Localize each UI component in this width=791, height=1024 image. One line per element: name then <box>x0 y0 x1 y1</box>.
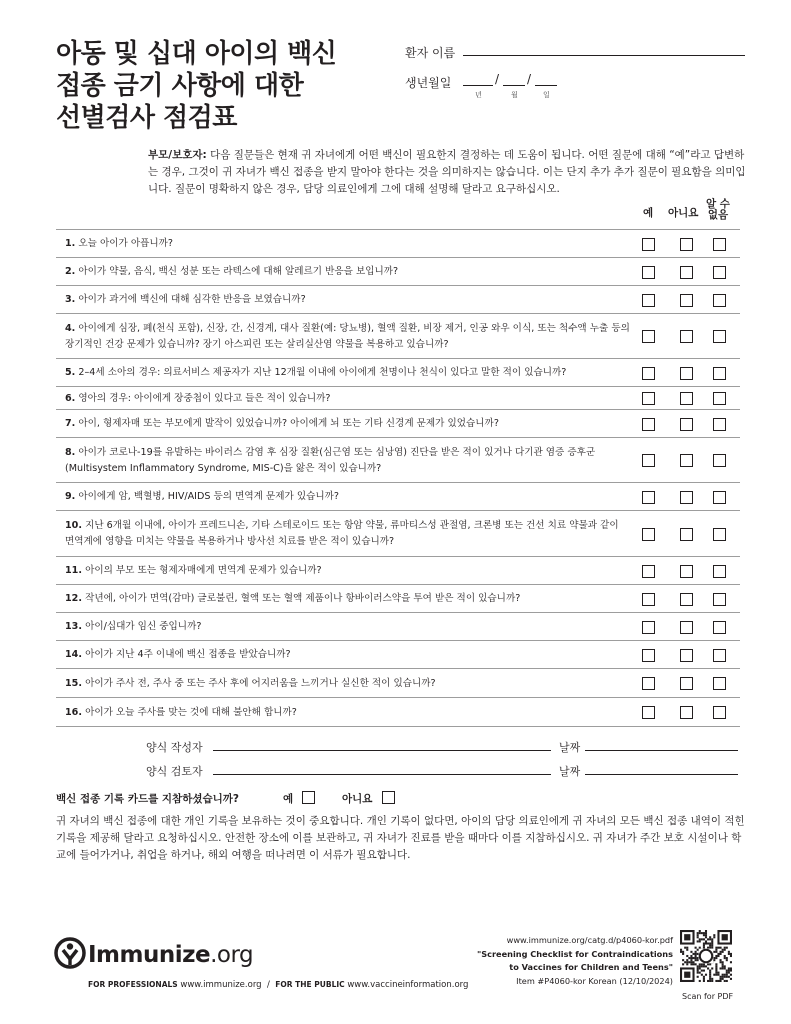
checkbox-yes[interactable] <box>642 418 655 431</box>
question-number: 13. <box>65 621 82 632</box>
dob-year-unit: 년 <box>475 91 482 99</box>
immunize-logo-icon <box>54 937 86 969</box>
dob-day-unit: 일 <box>543 91 550 99</box>
checkbox-yes[interactable] <box>642 593 655 606</box>
cite-title-2: to Vaccines for Children and Teens" <box>509 962 673 972</box>
page-title <box>56 38 386 134</box>
record-card-yes-checkbox[interactable] <box>302 791 315 804</box>
question-text <box>65 365 630 381</box>
checkbox-unknown[interactable] <box>713 454 726 467</box>
column-yes: 예 <box>643 207 654 219</box>
public-label: FOR THE PUBLIC <box>275 980 345 989</box>
question-text <box>65 563 630 579</box>
question-number: 6. <box>65 393 76 404</box>
question-label: 2–4세 소아의 경우: 의료서비스 제공자가 지난 12개월 이내에 아이에게 천명이나 천식이 있다고 말한 적이 있습니까? <box>78 367 567 378</box>
reviewed-by-label: 양식 검토자 <box>146 765 203 778</box>
checkbox-no[interactable] <box>680 454 693 467</box>
checkbox-yes[interactable] <box>642 649 655 662</box>
question-text <box>65 292 630 308</box>
question-row <box>56 613 740 641</box>
checkbox-yes[interactable] <box>642 367 655 380</box>
checkbox-no[interactable] <box>680 677 693 690</box>
checkbox-yes[interactable] <box>642 238 655 251</box>
column-unknown <box>706 199 730 221</box>
logo-suffix: .org <box>210 942 254 968</box>
question-row <box>56 669 740 698</box>
question-row <box>56 585 740 613</box>
public-link[interactable]: www.vaccineinformation.org <box>347 980 469 990</box>
checkbox-unknown[interactable] <box>713 706 726 719</box>
title-line-1: 아동 및 십대 아이의 백신 <box>56 39 337 69</box>
record-card-question: 백신 접종 기록 카드를 지참하셨습니까? <box>56 793 240 805</box>
question-text <box>65 676 630 692</box>
checkbox-unknown[interactable] <box>713 418 726 431</box>
qr-code-icon[interactable] <box>680 930 732 982</box>
checkbox-unknown[interactable] <box>713 238 726 251</box>
column-no: 아니요 <box>668 207 699 219</box>
checkbox-no[interactable] <box>680 491 693 504</box>
question-text <box>65 619 630 635</box>
question-label: 아이가 코로나-19를 유발하는 바이러스 감염 후 심장 질환(심근염 또는 심낭염) 진단을 받은 적이 있거나 다기관 염증 증후군(Multisystem Inflammatory Syndrome, MIS-C)을 앓은 적이 있습니까? <box>65 447 596 474</box>
question-row <box>56 641 740 669</box>
question-number: 8. <box>65 447 76 458</box>
scan-for-pdf-label: Scan for PDF <box>682 992 734 1001</box>
question-table <box>56 229 740 727</box>
cite-title-1: "Screening Checklist for Contraindications <box>476 948 673 959</box>
checkbox-unknown[interactable] <box>713 392 726 405</box>
question-row <box>56 359 740 387</box>
footer-links <box>88 980 468 990</box>
checkbox-no[interactable] <box>680 706 693 719</box>
question-text <box>65 321 630 353</box>
question-text <box>65 489 630 505</box>
dob-year-line[interactable] <box>463 85 493 86</box>
checkbox-unknown[interactable] <box>713 593 726 606</box>
dob-month-unit: 월 <box>511 91 518 99</box>
question-number: 4. <box>65 323 76 334</box>
question-label: 아이가 과거에 백신에 대해 심각한 반응을 보였습니까? <box>78 294 306 305</box>
question-label: 아이가 지난 4주 이내에 백신 접종을 받았습니까? <box>85 649 291 660</box>
dob-month-line[interactable] <box>503 85 525 86</box>
patient-info <box>405 44 745 104</box>
record-card-paragraph: 귀 자녀의 백신 접종에 대한 개인 기록을 보유하는 것이 중요합니다. 개인 기록이 없다면, 아이의 담당 의료인에게 귀 자녀의 모든 백신 접종 내역이 적힌 기록을 제공해 달라고 요청하십시오. 안전한 장소에 이를 보관하고, 귀 자녀가 진료를 받을 때마다 이를 지참하십시오. 귀 자녀가 주간 보호 시설이나 학교에 들어가거나, 취업을 하거나, 해외 여행을 떠나려면 이 서류가 필요합니다. <box>56 815 745 861</box>
question-number: 1. <box>65 238 76 249</box>
question-label: 아이/십대가 임신 중입니까? <box>85 621 202 632</box>
checkbox-no[interactable] <box>680 565 693 578</box>
question-label: 아이가 오늘 주사를 맞는 것에 대해 불안해 합니까? <box>85 707 297 718</box>
checkbox-no[interactable] <box>680 621 693 634</box>
question-text <box>65 591 630 607</box>
question-number: 3. <box>65 294 76 305</box>
question-text <box>65 391 630 407</box>
question-label: 아이에게 심장, 폐(천식 포함), 신장, 간, 신경계, 대사 질환(예: 당뇨병), 혈액 질환, 비장 제거, 인공 와우 이식, 또는 척수액 누출 등의 장기적인 건강 문제가 있습니까? 장기 아스피린 또는 살리실산염 약물을 복용하고 있습니까? <box>65 323 630 350</box>
checkbox-yes[interactable] <box>642 330 655 343</box>
date-label-1: 날짜 <box>559 741 581 754</box>
question-label: 아이에게 암, 백혈병, HIV/AIDS 등의 면역계 문제가 있습니까? <box>78 491 339 502</box>
cite-item: Item #P4060-kor Korean (12/10/2024) <box>516 975 673 986</box>
question-row <box>56 286 740 314</box>
question-label: 오늘 아이가 아픕니까? <box>78 238 173 249</box>
question-row <box>56 387 740 410</box>
checkbox-yes[interactable] <box>642 677 655 690</box>
completed-by-field[interactable] <box>213 750 551 751</box>
question-label: 작년에, 아이가 면역(감마) 글로불린, 혈액 또는 혈액 제품이나 항바이러스약을 투여 받은 적이 있습니까? <box>85 593 521 604</box>
column-unknown-line-1: 알 수 <box>706 198 730 210</box>
question-row <box>56 410 740 438</box>
completed-by-label: 양식 작성자 <box>146 741 203 754</box>
checkbox-no[interactable] <box>680 367 693 380</box>
question-text <box>65 445 630 477</box>
cite-url[interactable]: www.immunize.org/catg.d/p4060-kor.pdf <box>506 935 673 945</box>
footer-separator: / <box>266 980 270 990</box>
checkbox-yes[interactable] <box>642 454 655 467</box>
question-row <box>56 438 740 483</box>
question-label: 아이의 부모 또는 형제자매에게 면역계 문제가 있습니까? <box>85 565 322 576</box>
question-label: 아이가 약물, 음식, 백신 성분 또는 라텍스에 대해 알레르기 반응을 보입니까? <box>78 266 399 277</box>
checkbox-no[interactable] <box>680 649 693 662</box>
title-line-3: 선별검사 점검표 <box>56 103 237 133</box>
question-text <box>65 264 630 280</box>
question-row <box>56 698 740 727</box>
question-number: 5. <box>65 367 76 378</box>
patient-name-field[interactable] <box>463 55 745 56</box>
dob-field[interactable]: / / 년 월 일 <box>463 74 573 98</box>
question-text <box>65 236 630 252</box>
checkbox-no[interactable] <box>680 238 693 251</box>
intro-paragraph <box>148 147 748 198</box>
intro-text: 다음 질문들은 현재 귀 자녀에게 어떤 백신이 필요한지 결정하는 데 도움이 됩니다. 어떤 질문에 대해 “예”라고 답변하는 경우, 그것이 귀 자녀가 백신 접종을 받지 말아야 한다는 것을 의미하지는 않습니다. 이는 단지 추가 추가 질문이 필요함을 의미입니다. 질문이 명확하지 않은 경우, 담당 의료인에게 그에 대해 설명해 달라고 요구하십시오. <box>148 149 746 195</box>
question-text <box>65 416 630 432</box>
checkbox-no[interactable] <box>680 266 693 279</box>
question-row <box>56 314 740 359</box>
question-number: 15. <box>65 678 82 689</box>
question-label: 아이, 형제자매 또는 부모에게 발작이 있었습니까? 아이에게 뇌 또는 기타 신경계 문제가 있었습니까? <box>78 418 499 429</box>
checkbox-yes[interactable] <box>642 706 655 719</box>
question-text <box>65 647 630 663</box>
patient-name-label: 환자 이름 <box>405 46 456 60</box>
checkbox-no[interactable] <box>680 392 693 405</box>
question-label: 지난 6개월 이내에, 아이가 프레드니손, 기타 스테로이드 또는 항암 약물, 류마티스성 관절염, 크론병 또는 건선 치료 약물과 같이 면역계에 영향을 미치는 약물을 복용하거나 방사선 치료를 받은 적이 있습니까? <box>65 520 619 547</box>
question-number: 14. <box>65 649 82 660</box>
checkbox-unknown[interactable] <box>713 491 726 504</box>
checkbox-no[interactable] <box>680 418 693 431</box>
question-row <box>56 483 740 511</box>
checkbox-unknown[interactable] <box>713 677 726 690</box>
dob-label: 생년월일 <box>405 76 452 90</box>
checkbox-no[interactable] <box>680 330 693 343</box>
question-number: 7. <box>65 418 76 429</box>
checkbox-yes[interactable] <box>642 392 655 405</box>
record-card-yes-label: 예 <box>283 793 294 805</box>
question-number: 11. <box>65 565 82 576</box>
checkbox-unknown[interactable] <box>713 367 726 380</box>
question-number: 10. <box>65 520 82 531</box>
question-number: 2. <box>65 266 76 277</box>
checkbox-no[interactable] <box>680 528 693 541</box>
record-card-no-checkbox[interactable] <box>382 791 395 804</box>
checkbox-unknown[interactable] <box>713 528 726 541</box>
intro-lead: 부모/보호자: <box>148 149 207 161</box>
question-row <box>56 230 740 258</box>
question-row <box>56 557 740 585</box>
checkbox-unknown[interactable] <box>713 565 726 578</box>
question-text <box>65 705 630 721</box>
question-label: 아이가 주사 전, 주사 중 또는 주사 후에 어지러움을 느끼거나 실신한 적이 있습니까? <box>85 678 436 689</box>
checkbox-unknown[interactable] <box>713 294 726 307</box>
question-number: 12. <box>65 593 82 604</box>
question-row <box>56 511 740 557</box>
question-text <box>65 518 630 550</box>
checkbox-unknown[interactable] <box>713 266 726 279</box>
checkbox-unknown[interactable] <box>713 649 726 662</box>
question-number: 16. <box>65 707 82 718</box>
checkbox-no[interactable] <box>680 294 693 307</box>
citation-block <box>413 934 673 988</box>
pro-label: FOR PROFESSIONALS <box>88 980 178 989</box>
date-label-2: 날짜 <box>559 765 581 778</box>
checkbox-unknown[interactable] <box>713 621 726 634</box>
question-row <box>56 258 740 286</box>
column-unknown-line-2: 없음 <box>707 209 729 221</box>
pro-link[interactable]: www.immunize.org <box>180 980 262 990</box>
reviewed-by-field[interactable] <box>213 774 551 775</box>
date-field-2[interactable] <box>585 774 738 775</box>
logo-wordmark <box>88 942 253 968</box>
checkbox-unknown[interactable] <box>713 330 726 343</box>
checkbox-yes[interactable] <box>642 266 655 279</box>
question-label: 영아의 경우: 아이에게 장중첩이 있다고 들은 적이 있습니까? <box>78 393 331 404</box>
checkbox-yes[interactable] <box>642 528 655 541</box>
title-line-2: 접종 금기 사항에 대한 <box>56 71 304 101</box>
dob-day-line[interactable] <box>535 85 557 86</box>
checkbox-yes[interactable] <box>642 565 655 578</box>
checkbox-yes[interactable] <box>642 621 655 634</box>
checkbox-yes[interactable] <box>642 294 655 307</box>
question-number: 9. <box>65 491 76 502</box>
record-card-no-label: 아니요 <box>342 793 373 805</box>
checkbox-no[interactable] <box>680 593 693 606</box>
date-field-1[interactable] <box>585 750 738 751</box>
checkbox-yes[interactable] <box>642 491 655 504</box>
logo-main: Immunize <box>88 942 211 968</box>
